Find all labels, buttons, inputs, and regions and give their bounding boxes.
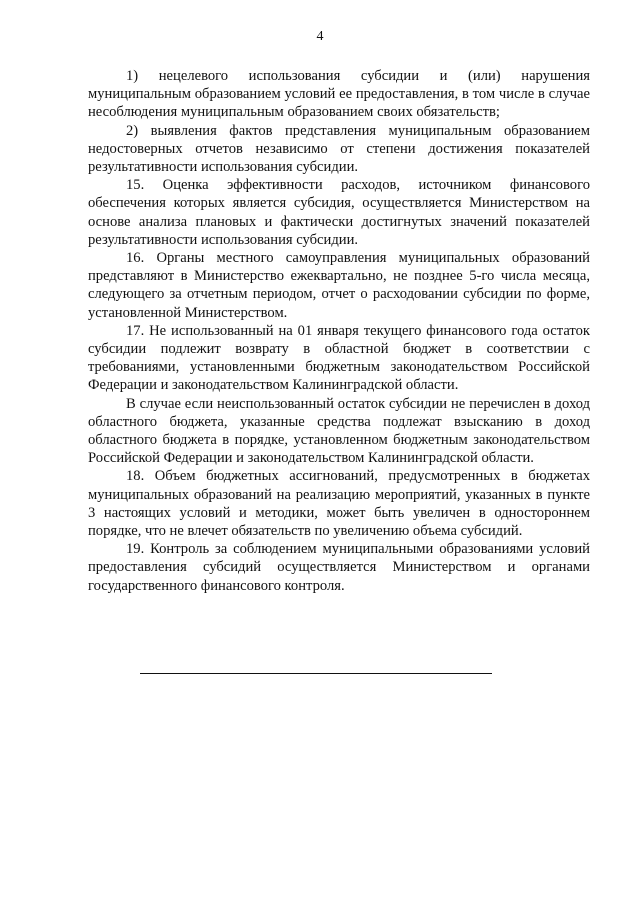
document-body bbox=[88, 67, 590, 595]
paragraph-17: 17. Не использованный на 01 января текущего финансового года остаток субсидии подлежит возврату в областной бюджет в соответствии с требованиями, установленными бюджетным законодательством Российской Федерации и законодательством Калининградской области. bbox=[88, 322, 590, 394]
paragraph-15: 15. Оценка эффективности расходов, источником финансового обеспечения которых является субсидия, осуществляется Министерством на основе анализа плановых и фактически достигнутых значений показателей результативности использования субсидии. bbox=[88, 177, 590, 248]
paragraph-subitem-2: 2) выявления фактов представления муниципальным образованием недостоверных отчетов независимо от степени достижения показателей результативности использования субсидии. bbox=[88, 122, 590, 176]
paragraph-18: 18. Объем бюджетных ассигнований, предусмотренных в бюджетах муниципальных образований на реализацию мероприятий, указанных в пункте 3 настоящих условий и методики, может быть увеличен в одностороннем порядке, что не влечет обязательств по увеличению объема субсидий. bbox=[88, 468, 590, 540]
paragraph-19: 19. Контроль за соблюдением муниципальными образованиями условий предоставления субсидий осуществляется Министерством и органами государственного финансового контроля. bbox=[88, 541, 590, 594]
page-number: 4 bbox=[316, 29, 324, 44]
paragraph-17-continuation: В случае если неиспользованный остаток субсидии не перечислен в доход областного бюджета, указанные средства подлежат взысканию в доход областного бюджета в порядке, установленном бюджетным законодательством Российской Федерации и законодательством Калининградской области. bbox=[88, 395, 590, 467]
end-of-document-rule bbox=[140, 673, 492, 674]
paragraph-subitem-1: 1) нецелевого использования субсидии и (или) нарушения муниципальным образованием условий ее предоставления, в том числе в случае несоблюдения муниципальным образованием своих обязательств; bbox=[88, 68, 590, 121]
paragraph-16: 16. Органы местного самоуправления муниципальных образований представляют в Министерство ежеквартально, не позднее 5-го числа месяца, следующего за отчетным периодом, отчет о расходовании субсидии по форме, установленной Министерством. bbox=[88, 250, 590, 321]
